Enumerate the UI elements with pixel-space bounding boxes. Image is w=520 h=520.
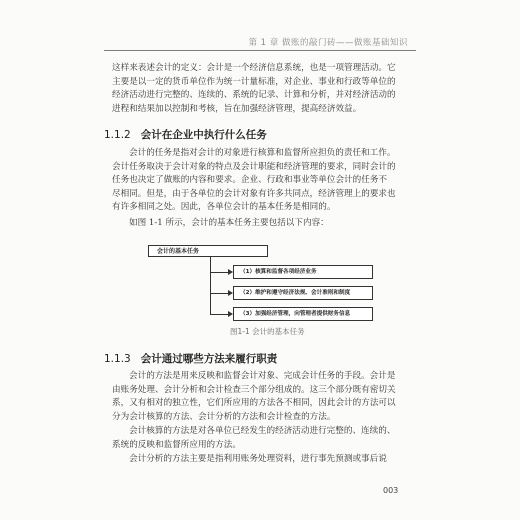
page-number: 003 xyxy=(383,486,399,495)
section-number: 1.1.2 xyxy=(104,129,131,141)
intro-line: 经济活动进行完整的、连续的、系统的记录、计算和分析，并对经济活动的 xyxy=(112,90,396,101)
method-line: 系，又有相对的独立性，它们所应用的方法各不相同，因此会计的方法可以 xyxy=(112,398,396,409)
task-line: 任务也决定了做账的内容和要求。企业、行政和事业等单位会计的任务不 xyxy=(112,175,388,186)
intro-line: 这样来表述会计的定义：会计是一个经济信息系统，也是一项管理活动。它 xyxy=(112,63,396,73)
figure-task-box: （3）加强经济管理，向管理者提供财务信息 xyxy=(233,307,373,321)
running-header: 第 1 章 做账的敲门砖——做账基础知识 xyxy=(248,38,408,48)
section-number: 1.1.3 xyxy=(104,353,131,365)
intro-paragraph xyxy=(112,62,412,116)
analysis-method-paragraph xyxy=(112,453,412,467)
figure-intro-paragraph xyxy=(112,217,412,231)
figure-task-box: （2）维护和遵守经济法规、会计准则和制度 xyxy=(233,286,373,300)
figure-caption: 图1-1 会计的基本任务 xyxy=(230,327,305,336)
figure-connector xyxy=(210,257,211,314)
analysis-method-line: 会计分析的方法主要是指利用账务处理资料，进行事先预测或事后说 xyxy=(129,454,387,464)
figure-root-box: 会计的基本任务 xyxy=(148,245,268,257)
task-line: 有许多相同之处。因此，各单位会计的基本任务是相同的。 xyxy=(112,202,336,213)
method-line: 会计的方法是用来反映和监督会计对象、完成会计任务的手段。会计是 xyxy=(129,371,396,381)
task-line: 会计任务取决于会计对象的特点及会计职能和经济管理的要求，同时会计的 xyxy=(112,161,396,172)
intro-line: 主要是以一定的货币单位作为统一计量标准，对企业、事业和行政等单位的 xyxy=(112,76,396,87)
intro-line: 进程和结果加以控制和考核，旨在加强经济管理，提高经济效益。 xyxy=(112,103,362,114)
accounting-method-paragraph xyxy=(112,425,412,452)
task-paragraph xyxy=(112,147,412,215)
method-paragraph xyxy=(112,370,412,424)
figure-intro-line: 如图 1-1 所示，会计的基本任务主要包括以下内容： xyxy=(129,218,329,228)
section-title: 会计通过哪些方法来履行职责 xyxy=(140,353,278,365)
method-line: 分为会计核算的方法、会计分析的方法和会计检查的方法。 xyxy=(112,411,336,422)
task-line: 会计的任务是指对会计的对象进行核算和监督所应担负的责任和工作。 xyxy=(129,148,396,158)
accounting-method-line: 系统的反映和监督所应用的方法。 xyxy=(112,439,241,450)
section-heading-1-1-2 xyxy=(104,127,414,142)
task-line: 尽相同。但是，由于各单位的会计对象有许多共同点，经济管理上的要求也 xyxy=(112,188,396,199)
method-line: 由账务处理、会计分析和会计检查三个部分组成的。这三个部分既有密切关 xyxy=(112,384,396,395)
section-heading-1-1-3 xyxy=(104,351,414,366)
figure-task-box: （1）核算和监督各项经济业务 xyxy=(233,265,373,279)
header-rule xyxy=(104,50,416,51)
accounting-method-line: 会计核算的方法是对各单位已经发生的经济活动进行完整的、连续的、 xyxy=(129,426,396,436)
section-title: 会计在企业中执行什么任务 xyxy=(140,129,267,141)
